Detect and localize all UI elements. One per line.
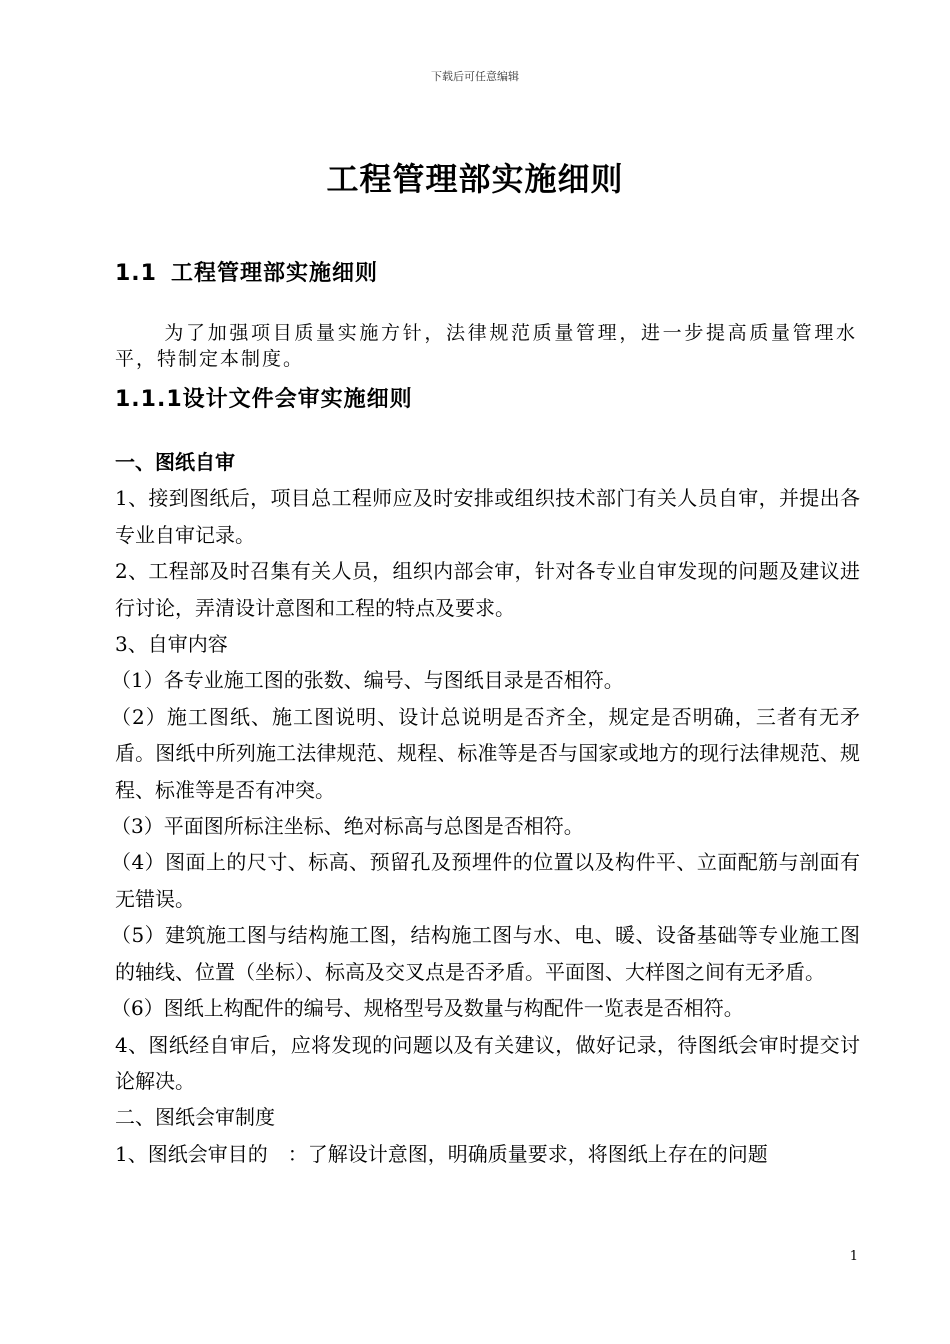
part1-paragraph-2: 2、工程部及时召集有关人员，组织内部会审，针对各专业自审发现的问题及建议进行讨论，弄清设计意图和工程的特点及要求。 xyxy=(115,559,860,620)
review-item: （4）图面上的尺寸、标高、预留孔及预埋件的位置以及构件平、立面配筋与剖面有无错误。 xyxy=(111,850,860,911)
page-number: 1 xyxy=(849,1249,858,1264)
review-item: （6）图纸上构配件的编号、规格型号及数量与构配件一览表是否相符。 xyxy=(111,996,744,1021)
part1-paragraph-3: 3、自审内容 xyxy=(115,632,228,657)
document-title: 工程管理部实施细则 xyxy=(326,160,624,198)
part1-paragraph-1: 1、接到图纸后，项目总工程师应及时安排或组织技术部门有关人员自审，并提出各专业自审记录。 xyxy=(115,486,860,547)
review-item: （5）建筑施工图与结构施工图，结构施工图与水、电、暖、设备基础等专业施工图的轴线、位置（坐标）、标高及交叉点是否矛盾。平面图、大样图之间有无矛盾。 xyxy=(111,923,860,984)
part1-heading: 一、图纸自审 xyxy=(115,450,235,474)
section-number: 1.1 xyxy=(115,261,157,286)
section-title: 工程管理部实施细则 xyxy=(170,261,378,286)
document-body xyxy=(111,444,860,1172)
review-item: （3）平面图所标注坐标、绝对标高与总图是否相符。 xyxy=(111,814,584,839)
review-item: （2）施工图纸、施工图说明、设计总说明是否齐全，规定是否明确，三者有无矛盾。图纸中所列施工法律规范、规程、标准等是否与国家或地方的现行法律规范、规程、标准等是否有冲突。 xyxy=(111,704,860,802)
page-header: 下载后可任意编辑 xyxy=(431,70,519,83)
section-heading-1-1-1: 1.1.1设计文件会审实施细则 xyxy=(115,387,413,412)
section-heading-1-1 xyxy=(115,256,378,287)
review-item: （1）各专业施工图的张数、编号、与图纸目录是否相符。 xyxy=(111,668,624,693)
part1-paragraph-4: 4、图纸经自审后，应将发现的问题以及有关建议，做好记录，待图纸会审时提交讨论解决。 xyxy=(115,1032,860,1093)
part2-heading: 二、图纸会审制度 xyxy=(115,1105,275,1130)
part2-paragraph-1: 1、图纸会审目的 ：了解设计意图，明确质量要求，将图纸上存在的问题 xyxy=(115,1141,768,1166)
intro-paragraph: 为了加强项目质量实施方针，法律规范质量管理，进一步提高质量管理水平，特制定本制度。 xyxy=(115,322,857,370)
